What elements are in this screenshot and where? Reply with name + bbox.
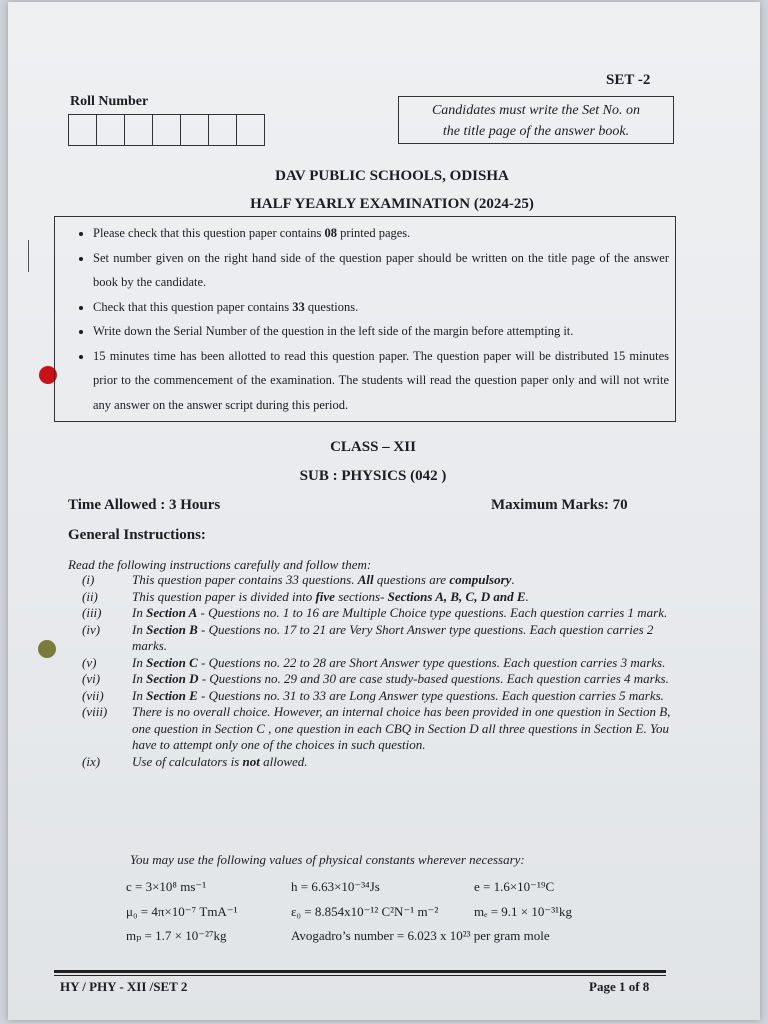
instruction-number: (i) — [82, 572, 95, 587]
instruction-item — [82, 688, 672, 705]
note-item: • Set number given on the right hand side of the question paper should be written on the title page of the answer book by the candidate. — [93, 246, 669, 295]
margin-mark — [28, 240, 29, 272]
instruction-item — [82, 671, 672, 688]
set-number: SET -2 — [606, 72, 651, 88]
instruction-item — [82, 754, 672, 771]
instruction-text: In Section E - Questions no. 31 to 33 are Long Answer type questions. Each question carries 5 marks. — [132, 687, 664, 703]
candidate-note-box — [398, 96, 674, 144]
instruction-item — [82, 605, 672, 622]
general-instructions-intro: Read the following instructions carefully and follow them: — [68, 557, 372, 572]
notes-list — [65, 221, 669, 417]
exam-title: HALF YEARLY EXAMINATION (2024-25) — [250, 196, 534, 212]
instruction-item — [82, 589, 672, 606]
instruction-item — [82, 622, 672, 655]
constant-eps0: ε₀ = 8.854x10⁻¹² C²N⁻¹ m⁻² — [291, 904, 439, 919]
instruction-number: (ii) — [82, 588, 98, 604]
exam-paper — [8, 2, 760, 1020]
note-item: • Check that this question paper contains 33 questions. — [93, 295, 669, 320]
instruction-item — [82, 572, 672, 589]
instruction-text: In Section B - Questions no. 17 to 21 are Very Short Answer type questions. Each question carries 2 marks. — [132, 621, 654, 653]
constant-h: h = 6.63×10⁻³⁴Js — [291, 879, 380, 894]
instruction-number: (iv) — [82, 621, 101, 637]
instruction-text: This question paper contains 33 questions. All questions are compulsory. — [132, 572, 515, 587]
instruction-item — [82, 655, 672, 672]
school-name: DAV PUBLIC SCHOOLS, ODISHA — [275, 168, 509, 184]
instruction-text: In Section A - Questions no. 1 to 16 are Multiple Choice type questions. Each question carries 1 mark. — [132, 605, 668, 620]
note-item: • Please check that this question paper contains 08 printed pages. — [93, 221, 669, 246]
instruction-text: In Section D - Questions no. 29 and 30 are case study-based questions. Each question carries 4 marks. — [132, 671, 669, 686]
instruction-number: (ix) — [82, 753, 101, 769]
note-item: • Write down the Serial Number of the question in the left side of the margin before attempting it. — [93, 319, 669, 344]
constants-intro: You may use the following values of physical constants wherever necessary: — [130, 852, 525, 867]
subject-line: SUB : PHYSICS (042 ) — [299, 468, 447, 484]
roll-number-boxes — [68, 114, 265, 146]
page-number: Page 1 of 8 — [589, 979, 650, 994]
constant-me: mₑ = 9.1 × 10⁻³¹kg — [474, 904, 573, 919]
time-allowed: Time Allowed : 3 Hours — [68, 497, 221, 513]
constant-e: e = 1.6×10⁻¹⁹C — [474, 879, 555, 894]
footer-rule — [54, 970, 666, 973]
instruction-number: (vii) — [82, 687, 104, 703]
instruction-item — [82, 704, 672, 754]
note-item: • 15 minutes time has been allotted to read this question paper. The question paper will be distributed 15 minutes prior to the commencement of the examination. The students will read the question paper only and will not write any answer on the answer script during this period. — [93, 344, 669, 418]
instruction-text: Use of calculators is not allowed. — [132, 753, 308, 769]
maximum-marks: Maximum Marks: 70 — [491, 497, 628, 513]
instruction-text: This question paper is divided into five sections- Sections A, B, C, D and E. — [132, 588, 529, 604]
notes-box — [54, 216, 676, 422]
constant-mu0: μ₀ = 4π×10⁻⁷ TmA⁻¹ — [126, 904, 238, 919]
constant-avogadro: Avogadro’s number = 6.023 x 10²³ per gram mole — [291, 928, 550, 943]
instruction-text: There is no overall choice. However, an internal choice has been provided in one question in Section B, one question in Section C , one question in each CBQ in Section D all three questions in Section E. You have to attempt only one of the choices in such question. — [132, 704, 671, 752]
paper-code: HY / PHY - XII /SET 2 — [60, 979, 188, 994]
constant-c: c = 3×10⁸ ms⁻¹ — [126, 879, 207, 894]
instruction-number: (viii) — [82, 704, 108, 719]
general-instructions-title: General Instructions: — [68, 527, 206, 543]
instruction-number: (iii) — [82, 605, 102, 620]
footer-rule-thin — [54, 975, 666, 976]
instruction-list — [82, 572, 672, 770]
candidate-note-line2: the title page of the answer book. — [442, 124, 630, 139]
instruction-text: In Section C - Questions no. 22 to 28 are Short Answer type questions. Each question carries 3 marks. — [132, 654, 666, 670]
olive-pin-hole — [38, 640, 56, 658]
constant-mp: mₚ = 1.7 × 10⁻²⁷kg — [126, 928, 227, 943]
instruction-number: (vi) — [82, 671, 101, 686]
class-line: CLASS – XII — [330, 439, 416, 455]
instruction-number: (v) — [82, 654, 97, 670]
candidate-note-line1: Candidates must write the Set No. on — [431, 103, 641, 118]
roll-number-label: Roll Number — [70, 94, 149, 109]
